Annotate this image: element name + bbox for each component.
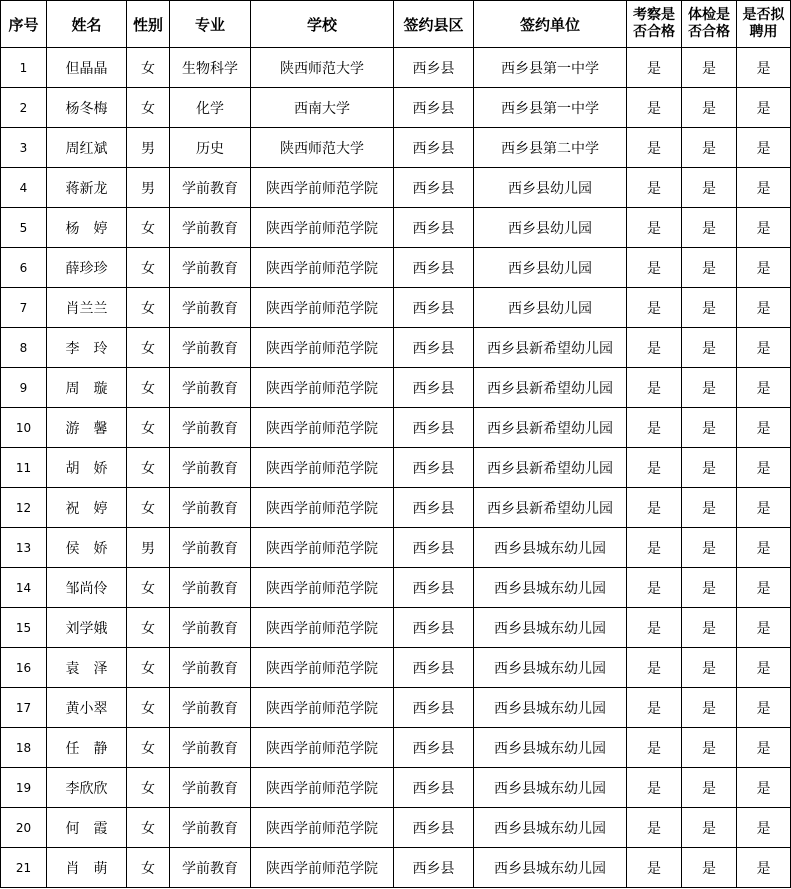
table-row xyxy=(1,128,791,168)
cell-major: 生物科学 xyxy=(170,48,251,88)
cell-name: 胡 娇 xyxy=(47,448,127,488)
cell-county: 西乡县 xyxy=(394,88,474,128)
cell-physical-qualified: 是 xyxy=(682,288,737,328)
cell-hire-planned: 是 xyxy=(737,648,791,688)
cell-name: 侯 娇 xyxy=(47,528,127,568)
cell-unit: 西乡县幼儿园 xyxy=(474,168,627,208)
cell-physical-qualified: 是 xyxy=(682,848,737,888)
cell-major: 学前教育 xyxy=(170,568,251,608)
header-county: 签约县区 xyxy=(394,1,474,48)
cell-major: 学前教育 xyxy=(170,288,251,328)
header-name: 姓名 xyxy=(47,1,127,48)
cell-major: 学前教育 xyxy=(170,808,251,848)
cell-county: 西乡县 xyxy=(394,208,474,248)
cell-gender: 男 xyxy=(127,128,170,168)
cell-physical-qualified: 是 xyxy=(682,728,737,768)
cell-school: 陕西学前师范学院 xyxy=(251,768,394,808)
header-gender: 性别 xyxy=(127,1,170,48)
cell-unit: 西乡县城东幼儿园 xyxy=(474,688,627,728)
cell-exam-qualified: 是 xyxy=(627,208,682,248)
cell-county: 西乡县 xyxy=(394,568,474,608)
cell-county: 西乡县 xyxy=(394,768,474,808)
cell-name: 但晶晶 xyxy=(47,48,127,88)
cell-gender: 女 xyxy=(127,648,170,688)
cell-hire-planned: 是 xyxy=(737,448,791,488)
header-major: 专业 xyxy=(170,1,251,48)
cell-physical-qualified: 是 xyxy=(682,408,737,448)
cell-school: 陕西学前师范学院 xyxy=(251,808,394,848)
cell-county: 西乡县 xyxy=(394,408,474,448)
cell-physical-qualified: 是 xyxy=(682,368,737,408)
cell-physical-qualified: 是 xyxy=(682,488,737,528)
table-row xyxy=(1,408,791,448)
cell-exam-qualified: 是 xyxy=(627,328,682,368)
cell-physical-qualified: 是 xyxy=(682,768,737,808)
cell-gender: 女 xyxy=(127,448,170,488)
cell-exam-qualified: 是 xyxy=(627,128,682,168)
cell-name: 祝 婷 xyxy=(47,488,127,528)
cell-unit: 西乡县城东幼儿园 xyxy=(474,528,627,568)
cell-school: 陕西学前师范学院 xyxy=(251,648,394,688)
cell-name: 李欣欣 xyxy=(47,768,127,808)
cell-hire-planned: 是 xyxy=(737,568,791,608)
cell-name: 杨 婷 xyxy=(47,208,127,248)
cell-hire-planned: 是 xyxy=(737,88,791,128)
cell-hire-planned: 是 xyxy=(737,768,791,808)
cell-physical-qualified: 是 xyxy=(682,128,737,168)
cell-unit: 西乡县新希望幼儿园 xyxy=(474,328,627,368)
header-physical-qualified xyxy=(682,1,737,48)
table-row xyxy=(1,48,791,88)
cell-index: 3 xyxy=(1,128,47,168)
cell-hire-planned: 是 xyxy=(737,688,791,728)
table-row xyxy=(1,608,791,648)
cell-physical-qualified: 是 xyxy=(682,48,737,88)
cell-index: 7 xyxy=(1,288,47,328)
table-row xyxy=(1,208,791,248)
cell-gender: 女 xyxy=(127,248,170,288)
cell-index: 6 xyxy=(1,248,47,288)
cell-unit: 西乡县第一中学 xyxy=(474,48,627,88)
cell-school: 陕西学前师范学院 xyxy=(251,288,394,328)
cell-index: 2 xyxy=(1,88,47,128)
cell-hire-planned: 是 xyxy=(737,848,791,888)
cell-major: 学前教育 xyxy=(170,328,251,368)
cell-physical-qualified: 是 xyxy=(682,208,737,248)
cell-index: 9 xyxy=(1,368,47,408)
cell-school: 陕西学前师范学院 xyxy=(251,448,394,488)
table-row xyxy=(1,368,791,408)
cell-gender: 女 xyxy=(127,728,170,768)
cell-index: 13 xyxy=(1,528,47,568)
cell-hire-planned: 是 xyxy=(737,248,791,288)
cell-unit: 西乡县幼儿园 xyxy=(474,248,627,288)
table-row xyxy=(1,808,791,848)
cell-county: 西乡县 xyxy=(394,608,474,648)
cell-name: 肖 萌 xyxy=(47,848,127,888)
cell-name: 周 璇 xyxy=(47,368,127,408)
cell-name: 袁 泽 xyxy=(47,648,127,688)
cell-school: 陕西学前师范学院 xyxy=(251,688,394,728)
header-hire-planned xyxy=(737,1,791,48)
header-exam-line2: 否合格 xyxy=(633,24,675,40)
cell-school: 西南大学 xyxy=(251,88,394,128)
cell-hire-planned: 是 xyxy=(737,168,791,208)
cell-unit: 西乡县城东幼儿园 xyxy=(474,808,627,848)
cell-gender: 女 xyxy=(127,88,170,128)
header-physical-line2: 否合格 xyxy=(688,24,730,40)
cell-exam-qualified: 是 xyxy=(627,368,682,408)
cell-exam-qualified: 是 xyxy=(627,88,682,128)
cell-gender: 女 xyxy=(127,568,170,608)
cell-major: 学前教育 xyxy=(170,168,251,208)
cell-name: 蒋新龙 xyxy=(47,168,127,208)
cell-county: 西乡县 xyxy=(394,688,474,728)
table-row xyxy=(1,728,791,768)
cell-index: 18 xyxy=(1,728,47,768)
cell-hire-planned: 是 xyxy=(737,208,791,248)
cell-gender: 男 xyxy=(127,168,170,208)
cell-name: 肖兰兰 xyxy=(47,288,127,328)
table-row xyxy=(1,88,791,128)
header-unit: 签约单位 xyxy=(474,1,627,48)
cell-hire-planned: 是 xyxy=(737,328,791,368)
cell-school: 陕西学前师范学院 xyxy=(251,328,394,368)
cell-index: 5 xyxy=(1,208,47,248)
table-row xyxy=(1,768,791,808)
cell-unit: 西乡县城东幼儿园 xyxy=(474,568,627,608)
table-row xyxy=(1,848,791,888)
table-header xyxy=(1,1,791,48)
header-school: 学校 xyxy=(251,1,394,48)
cell-physical-qualified: 是 xyxy=(682,328,737,368)
table-body xyxy=(1,48,791,888)
cell-exam-qualified: 是 xyxy=(627,648,682,688)
cell-unit: 西乡县第一中学 xyxy=(474,88,627,128)
cell-exam-qualified: 是 xyxy=(627,808,682,848)
cell-major: 化学 xyxy=(170,88,251,128)
cell-index: 1 xyxy=(1,48,47,88)
cell-major: 学前教育 xyxy=(170,408,251,448)
cell-school: 陕西学前师范学院 xyxy=(251,528,394,568)
cell-major: 学前教育 xyxy=(170,248,251,288)
cell-physical-qualified: 是 xyxy=(682,448,737,488)
cell-gender: 女 xyxy=(127,208,170,248)
header-physical-line1: 体检是 xyxy=(688,7,730,23)
table-row xyxy=(1,568,791,608)
cell-exam-qualified: 是 xyxy=(627,688,682,728)
cell-unit: 西乡县幼儿园 xyxy=(474,288,627,328)
cell-index: 16 xyxy=(1,648,47,688)
cell-county: 西乡县 xyxy=(394,128,474,168)
cell-major: 学前教育 xyxy=(170,648,251,688)
cell-school: 陕西学前师范学院 xyxy=(251,368,394,408)
cell-name: 邹尚伶 xyxy=(47,568,127,608)
cell-gender: 女 xyxy=(127,48,170,88)
cell-physical-qualified: 是 xyxy=(682,688,737,728)
table-row xyxy=(1,328,791,368)
cell-major: 学前教育 xyxy=(170,448,251,488)
cell-major: 历史 xyxy=(170,128,251,168)
cell-gender: 女 xyxy=(127,488,170,528)
cell-unit: 西乡县第二中学 xyxy=(474,128,627,168)
cell-exam-qualified: 是 xyxy=(627,248,682,288)
header-exam-qualified xyxy=(627,1,682,48)
cell-county: 西乡县 xyxy=(394,488,474,528)
header-row xyxy=(1,1,791,48)
cell-gender: 男 xyxy=(127,528,170,568)
table-row xyxy=(1,688,791,728)
cell-major: 学前教育 xyxy=(170,488,251,528)
cell-index: 11 xyxy=(1,448,47,488)
cell-school: 陕西学前师范学院 xyxy=(251,568,394,608)
cell-school: 陕西师范大学 xyxy=(251,48,394,88)
cell-unit: 西乡县城东幼儿园 xyxy=(474,768,627,808)
cell-school: 陕西学前师范学院 xyxy=(251,848,394,888)
cell-unit: 西乡县幼儿园 xyxy=(474,208,627,248)
cell-hire-planned: 是 xyxy=(737,288,791,328)
cell-hire-planned: 是 xyxy=(737,528,791,568)
cell-school: 陕西师范大学 xyxy=(251,128,394,168)
cell-name: 任 静 xyxy=(47,728,127,768)
cell-school: 陕西学前师范学院 xyxy=(251,608,394,648)
cell-major: 学前教育 xyxy=(170,728,251,768)
cell-index: 20 xyxy=(1,808,47,848)
cell-index: 4 xyxy=(1,168,47,208)
header-hire-line2: 聘用 xyxy=(749,24,778,40)
table-row xyxy=(1,248,791,288)
cell-index: 8 xyxy=(1,328,47,368)
cell-school: 陕西学前师范学院 xyxy=(251,248,394,288)
cell-gender: 女 xyxy=(127,688,170,728)
cell-exam-qualified: 是 xyxy=(627,48,682,88)
cell-county: 西乡县 xyxy=(394,448,474,488)
cell-county: 西乡县 xyxy=(394,648,474,688)
cell-unit: 西乡县城东幼儿园 xyxy=(474,608,627,648)
cell-index: 15 xyxy=(1,608,47,648)
cell-unit: 西乡县城东幼儿园 xyxy=(474,648,627,688)
cell-unit: 西乡县新希望幼儿园 xyxy=(474,368,627,408)
cell-school: 陕西学前师范学院 xyxy=(251,168,394,208)
cell-physical-qualified: 是 xyxy=(682,608,737,648)
cell-exam-qualified: 是 xyxy=(627,608,682,648)
cell-physical-qualified: 是 xyxy=(682,808,737,848)
cell-index: 12 xyxy=(1,488,47,528)
cell-county: 西乡县 xyxy=(394,328,474,368)
cell-major: 学前教育 xyxy=(170,368,251,408)
cell-hire-planned: 是 xyxy=(737,488,791,528)
cell-name: 黄小翠 xyxy=(47,688,127,728)
cell-county: 西乡县 xyxy=(394,48,474,88)
cell-major: 学前教育 xyxy=(170,528,251,568)
cell-physical-qualified: 是 xyxy=(682,648,737,688)
cell-county: 西乡县 xyxy=(394,288,474,328)
cell-physical-qualified: 是 xyxy=(682,248,737,288)
table-row xyxy=(1,488,791,528)
cell-exam-qualified: 是 xyxy=(627,728,682,768)
cell-school: 陕西学前师范学院 xyxy=(251,208,394,248)
cell-exam-qualified: 是 xyxy=(627,528,682,568)
header-exam-line1: 考察是 xyxy=(633,7,675,23)
cell-index: 10 xyxy=(1,408,47,448)
cell-county: 西乡县 xyxy=(394,728,474,768)
cell-county: 西乡县 xyxy=(394,528,474,568)
cell-gender: 女 xyxy=(127,848,170,888)
cell-unit: 西乡县城东幼儿园 xyxy=(474,848,627,888)
cell-index: 14 xyxy=(1,568,47,608)
cell-exam-qualified: 是 xyxy=(627,848,682,888)
cell-exam-qualified: 是 xyxy=(627,408,682,448)
table-row xyxy=(1,448,791,488)
cell-gender: 女 xyxy=(127,608,170,648)
cell-index: 19 xyxy=(1,768,47,808)
cell-hire-planned: 是 xyxy=(737,128,791,168)
cell-major: 学前教育 xyxy=(170,688,251,728)
cell-major: 学前教育 xyxy=(170,848,251,888)
cell-unit: 西乡县新希望幼儿园 xyxy=(474,448,627,488)
cell-gender: 女 xyxy=(127,328,170,368)
cell-major: 学前教育 xyxy=(170,608,251,648)
cell-exam-qualified: 是 xyxy=(627,768,682,808)
cell-gender: 女 xyxy=(127,288,170,328)
cell-physical-qualified: 是 xyxy=(682,528,737,568)
cell-physical-qualified: 是 xyxy=(682,88,737,128)
cell-school: 陕西学前师范学院 xyxy=(251,488,394,528)
cell-name: 李 玲 xyxy=(47,328,127,368)
cell-school: 陕西学前师范学院 xyxy=(251,408,394,448)
cell-name: 游 馨 xyxy=(47,408,127,448)
cell-gender: 女 xyxy=(127,768,170,808)
cell-school: 陕西学前师范学院 xyxy=(251,728,394,768)
cell-name: 刘学娥 xyxy=(47,608,127,648)
cell-county: 西乡县 xyxy=(394,368,474,408)
cell-exam-qualified: 是 xyxy=(627,488,682,528)
table-row xyxy=(1,528,791,568)
cell-hire-planned: 是 xyxy=(737,368,791,408)
cell-hire-planned: 是 xyxy=(737,808,791,848)
cell-county: 西乡县 xyxy=(394,808,474,848)
cell-major: 学前教育 xyxy=(170,208,251,248)
cell-index: 17 xyxy=(1,688,47,728)
cell-county: 西乡县 xyxy=(394,848,474,888)
cell-physical-qualified: 是 xyxy=(682,568,737,608)
cell-gender: 女 xyxy=(127,368,170,408)
cell-unit: 西乡县新希望幼儿园 xyxy=(474,408,627,448)
cell-exam-qualified: 是 xyxy=(627,288,682,328)
header-hire-line1: 是否拟 xyxy=(742,7,785,23)
cell-unit: 西乡县城东幼儿园 xyxy=(474,728,627,768)
cell-hire-planned: 是 xyxy=(737,608,791,648)
cell-major: 学前教育 xyxy=(170,768,251,808)
table-row xyxy=(1,288,791,328)
table-row xyxy=(1,648,791,688)
cell-hire-planned: 是 xyxy=(737,728,791,768)
cell-name: 薛珍珍 xyxy=(47,248,127,288)
cell-index: 21 xyxy=(1,848,47,888)
cell-name: 何 霞 xyxy=(47,808,127,848)
cell-gender: 女 xyxy=(127,408,170,448)
cell-exam-qualified: 是 xyxy=(627,568,682,608)
cell-county: 西乡县 xyxy=(394,168,474,208)
cell-name: 杨冬梅 xyxy=(47,88,127,128)
cell-physical-qualified: 是 xyxy=(682,168,737,208)
cell-hire-planned: 是 xyxy=(737,48,791,88)
cell-hire-planned: 是 xyxy=(737,408,791,448)
cell-exam-qualified: 是 xyxy=(627,448,682,488)
cell-name: 周红斌 xyxy=(47,128,127,168)
table-row xyxy=(1,168,791,208)
cell-exam-qualified: 是 xyxy=(627,168,682,208)
cell-county: 西乡县 xyxy=(394,248,474,288)
header-index: 序号 xyxy=(1,1,47,48)
cell-unit: 西乡县新希望幼儿园 xyxy=(474,488,627,528)
cell-gender: 女 xyxy=(127,808,170,848)
